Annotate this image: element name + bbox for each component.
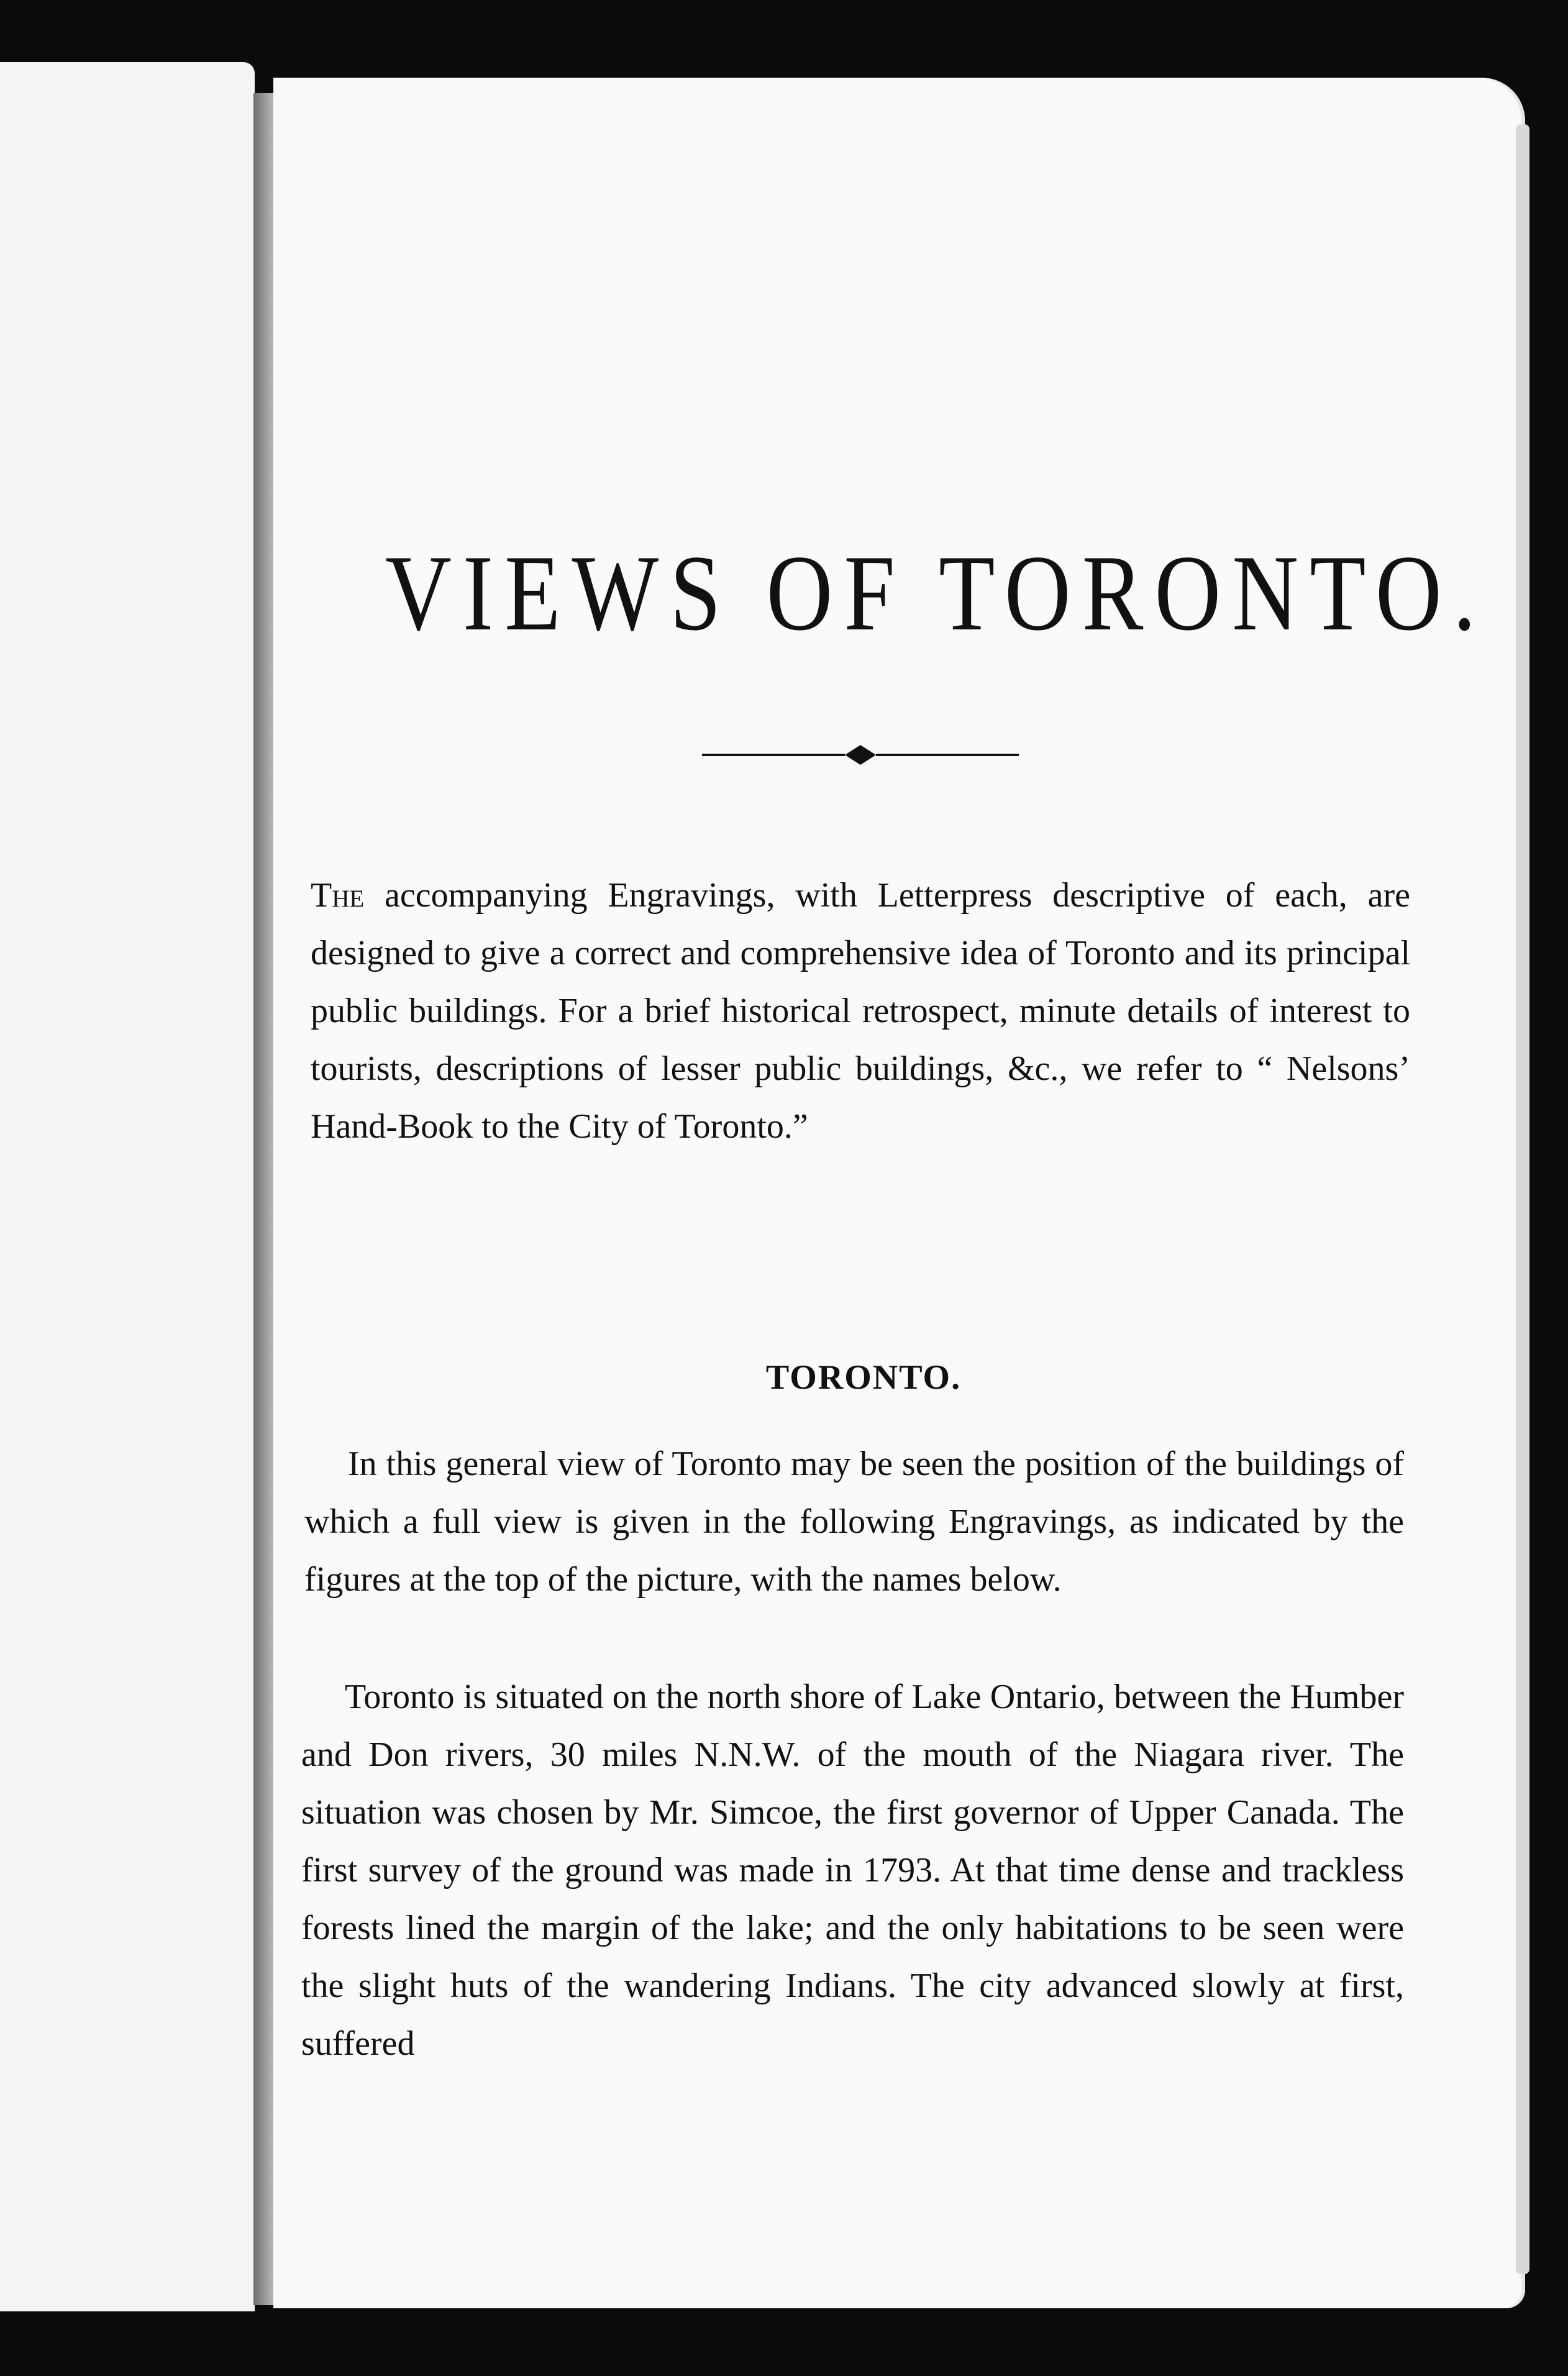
body-paragraph: In this general view of Toronto may be seen the position of the buildings of which a full view is given in the following Engravings, as indicated by the figures at the top of the picture, with the names below. [304, 1445, 1404, 1599]
body-paragraph: Toronto is situated on the north shore of Lake Ontario, between the Humber and Don rivers, 30 miles N.N.W. of the mouth of the Niagara river. The situation was chosen by Mr. Simcoe, the first governor of Upper Canada. The first survey of the ground was made in 1793. At that time dense and trackless forests lined the margin of the lake; and the only habitations to be seen were the slight huts of the wandering Indians. The city advanced slowly at first, suffered [301, 1678, 1404, 2063]
page-edge [1516, 124, 1529, 2274]
intro-text: accompanying Engravings, with Letterpress descriptive of each, are designed to give a correct and comprehensive idea of Toronto and its principal public buildings. For a brief historical retrospect, minute details of interest to tourists, descriptions of lesser public buildings, &c., we refer to “ Nelsons’ Hand-Book to the City of Toronto.” [311, 876, 1410, 1146]
ornament-divider [702, 742, 1019, 767]
section-heading: TORONTO. [765, 1358, 962, 1397]
page-title: VIEWS OF TORONTO. [385, 533, 1487, 654]
intro-paragraph [311, 867, 1410, 1156]
facing-page-edge [0, 62, 255, 2311]
intro-lead-word: The [311, 876, 365, 915]
